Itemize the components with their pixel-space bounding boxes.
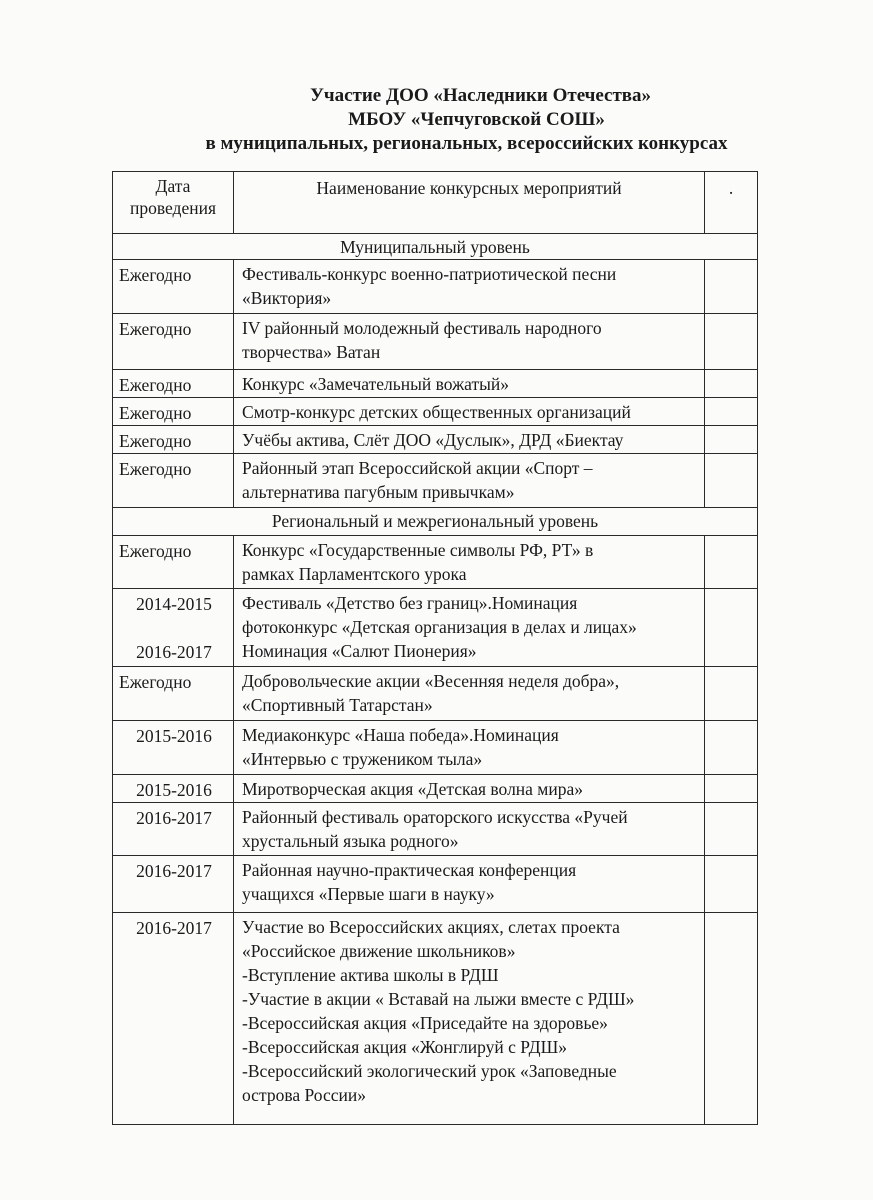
heading-line-1: Участие ДОО «Наследники Отечества» — [309, 85, 652, 106]
row-name-line: Фестиваль-конкурс военно-патриотической песни — [242, 264, 617, 284]
table-row — [113, 426, 758, 454]
row-name-line: творчества» Ватан — [242, 342, 381, 362]
row-name — [234, 775, 705, 803]
document-heading — [0, 84, 873, 156]
table-header-row — [113, 172, 758, 234]
row-date: 2015-2016 — [113, 721, 234, 775]
row-name — [234, 426, 705, 454]
row-date-line: 2014-2015 — [136, 594, 212, 614]
row-name — [234, 314, 705, 370]
row-name-line: Конкурс «Замечательный вожатый» — [242, 374, 509, 394]
row-date: Ежегодно — [113, 667, 234, 721]
row-name-line: учащихся «Первые шаги в науку» — [242, 884, 495, 904]
contests-table — [112, 171, 758, 1125]
table-row — [113, 260, 758, 314]
row-date: 2015-2016 — [113, 775, 234, 803]
row-name-line: альтернатива пагубным привычкам» — [242, 482, 515, 502]
header-extra-cell: . — [705, 172, 758, 234]
row-extra — [705, 314, 758, 370]
row-name-line: Участие во Всероссийских акциях, слетах проекта — [242, 917, 620, 937]
row-name — [234, 536, 705, 589]
header-date-cell — [113, 172, 234, 234]
row-date: Ежегодно — [113, 398, 234, 426]
table-row — [113, 314, 758, 370]
section-row-regional — [113, 508, 758, 536]
row-extra — [705, 426, 758, 454]
table-row — [113, 454, 758, 508]
row-date: 2016-2017 — [113, 803, 234, 856]
row-name-line: «Виктория» — [242, 288, 332, 308]
row-name-line: рамках Парламентского урока — [242, 564, 467, 584]
header-date-line-1: Дата — [155, 176, 191, 196]
row-name — [234, 913, 705, 1125]
section-title-regional: Региональный и межрегиональный уровень — [113, 508, 758, 536]
row-date: Ежегодно — [113, 426, 234, 454]
row-name-line: -Участие в акции « Вставай на лыжи вместе с РДШ» — [242, 989, 635, 1009]
row-name-line: «Российское движение школьников» — [242, 941, 516, 961]
row-name — [234, 260, 705, 314]
row-name-line: -Всероссийский экологический урок «Заповедные — [242, 1061, 617, 1081]
row-extra — [705, 913, 758, 1125]
row-name — [234, 667, 705, 721]
row-name — [234, 454, 705, 508]
row-name — [234, 589, 705, 667]
row-name-line: фотоконкурс «Детская организация в делах и лицах» — [242, 617, 637, 637]
row-date-spacer — [119, 616, 229, 640]
row-date: Ежегодно — [113, 536, 234, 589]
table-row — [113, 913, 758, 1125]
row-name-line: Добровольческие акции «Весенняя неделя добра», — [242, 671, 620, 691]
section-row-municipal — [113, 234, 758, 260]
row-extra — [705, 589, 758, 667]
row-name — [234, 856, 705, 913]
row-date: Ежегодно — [113, 454, 234, 508]
row-date-line: 2016-2017 — [136, 642, 212, 662]
row-name — [234, 803, 705, 856]
row-name-line: Медиаконкурс «Наша победа».Номинация — [242, 725, 559, 745]
row-extra — [705, 803, 758, 856]
row-name-line: Районный этап Всероссийской акции «Спорт – — [242, 458, 593, 478]
row-name-line: -Всероссийская акция «Жонглируй с РДШ» — [242, 1037, 568, 1057]
row-extra — [705, 398, 758, 426]
table-row — [113, 856, 758, 913]
row-name-line: Номинация «Салют Пионерия» — [242, 641, 477, 661]
heading-line-2: МБОУ «Чепчуговской СОШ» — [348, 109, 605, 130]
table-row — [113, 398, 758, 426]
row-name-line: Конкурс «Государственные символы РФ, РТ» в — [242, 540, 594, 560]
row-extra — [705, 370, 758, 398]
row-name-line: острова России» — [242, 1085, 366, 1105]
row-extra — [705, 667, 758, 721]
row-date: 2016-2017 — [113, 913, 234, 1125]
heading-line-3: в муниципальных, региональных, всероссийских конкурсах — [205, 133, 728, 154]
row-extra — [705, 856, 758, 913]
row-name-line: «Спортивный Татарстан» — [242, 695, 433, 715]
table-row — [113, 775, 758, 803]
section-title-municipal: Муниципальный уровень — [113, 234, 758, 260]
row-date: Ежегодно — [113, 370, 234, 398]
table-row — [113, 536, 758, 589]
row-extra — [705, 260, 758, 314]
row-name — [234, 398, 705, 426]
row-name-line: Учёбы актива, Слёт ДОО «Дуслык», ДРД «Биектау — [242, 430, 624, 450]
row-extra — [705, 721, 758, 775]
table-row — [113, 370, 758, 398]
row-date: 2016-2017 — [113, 856, 234, 913]
row-extra — [705, 536, 758, 589]
row-name-line: Миротворческая акция «Детская волна мира» — [242, 779, 584, 799]
row-name — [234, 721, 705, 775]
row-name-line: «Интервью с тружеником тыла» — [242, 749, 483, 769]
table-row — [113, 589, 758, 667]
row-extra — [705, 775, 758, 803]
header-name-cell: Наименование конкурсных мероприятий — [234, 172, 705, 234]
row-date — [113, 589, 234, 667]
header-date-line-2: проведения — [129, 198, 216, 218]
row-date: Ежегодно — [113, 314, 234, 370]
row-name-line: Смотр-конкурс детских общественных организаций — [242, 402, 631, 422]
row-date: Ежегодно — [113, 260, 234, 314]
row-name-line: хрустальный языка родного» — [242, 831, 459, 851]
row-name-line: -Всероссийская акция «Приседайте на здоровье» — [242, 1013, 608, 1033]
row-name-line: -Вступление актива школы в РДШ — [242, 965, 499, 985]
row-extra — [705, 454, 758, 508]
row-name — [234, 370, 705, 398]
row-name-line: Фестиваль «Детство без границ».Номинация — [242, 593, 578, 613]
table-row — [113, 667, 758, 721]
table-row — [113, 721, 758, 775]
row-name-line: IV районный молодежный фестиваль народного — [242, 318, 602, 338]
row-name-line: Районный фестиваль ораторского искусства «Ручей — [242, 807, 628, 827]
table-row — [113, 803, 758, 856]
row-name-line: Районная научно-практическая конференция — [242, 860, 577, 880]
